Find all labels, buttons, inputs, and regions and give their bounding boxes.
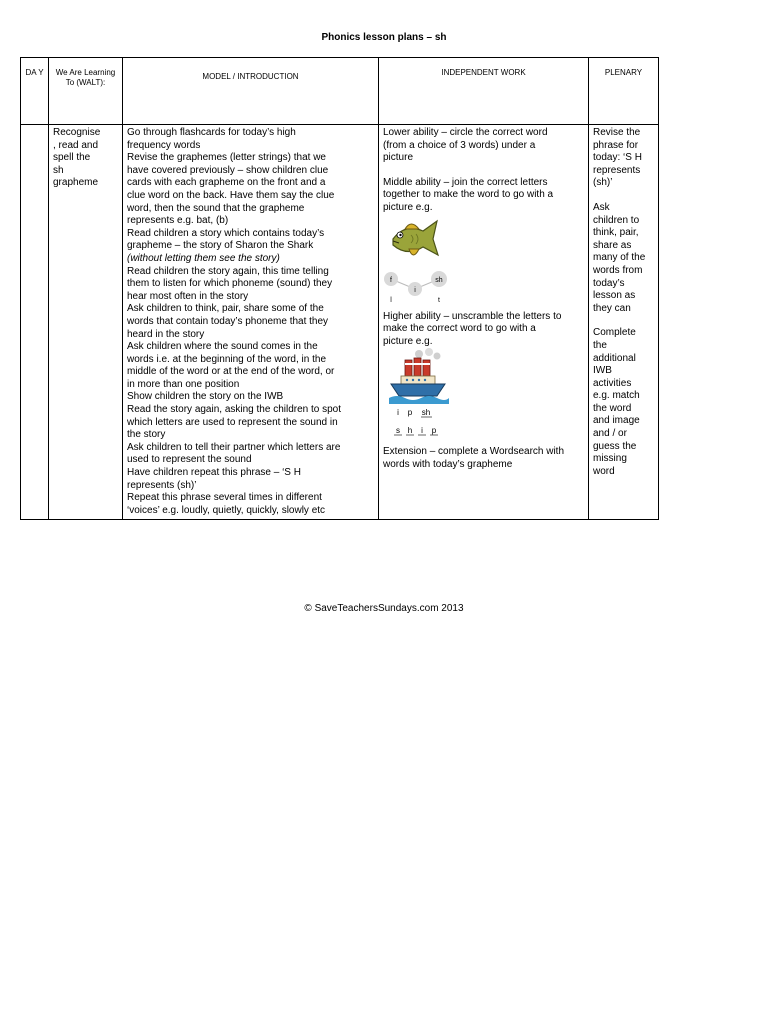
higher-ability-line: Higher ability – unscramble the letters to [383,310,562,322]
model-line: Read the story again, asking the children to spot [127,404,342,416]
walt-line: Recognise [53,127,101,138]
model-line: hear most often in the story [127,290,249,302]
plenary-line: they can [593,302,631,314]
answer-letter: h [407,426,413,436]
model-line: have covered previously – show children clue [127,164,329,176]
lower-ability-line: picture [383,152,414,164]
steamship-icon [389,348,449,406]
letter-label: t [438,296,440,304]
plenary-line: Ask [593,201,610,213]
copyright-footer: © SaveTeachersSundays.com 2013 [304,603,464,614]
header-walt: We Are Learning To (WALT): [49,58,123,125]
plenary-line: and / or [593,428,627,440]
model-line: Revise the graphemes (letter strings) that we [127,152,326,164]
plenary-line: missing [593,453,627,465]
header-model-introduction: MODEL / INTRODUCTION [123,58,379,125]
header-independent-work: INDEPENDENT WORK [379,58,589,125]
plenary-line: e.g. match [593,390,640,402]
model-line: represents (sh)’ [127,479,197,491]
higher-ability-line: picture e.g. [383,335,433,347]
plenary-line: the word [593,402,632,414]
model-line: Go through flashcards for today’s high [127,127,296,138]
extension-line: Extension – complete a Wordsearch with [383,446,565,458]
plenary-line: phrase for [593,139,639,151]
header-day: DA Y [21,58,49,125]
model-line: heard in the story [127,328,205,340]
walt-line: grapheme [53,177,99,189]
model-line: Repeat this phrase several times in different [127,492,322,504]
plenary-cell [589,125,659,520]
model-line-italic: (without letting them see the story) [127,252,280,264]
extension-line: words with today’s grapheme [383,458,513,470]
walt-cell [49,125,123,520]
model-line: cards with each grapheme on the front and a [127,177,326,189]
plenary-line: represents [593,164,641,176]
model-line: Ask children to tell their partner which letters are [127,441,341,453]
spacer [383,438,584,446]
plenary-line: lesson as [593,290,636,302]
plenary-line: the [593,339,607,351]
plenary-line: share as [593,239,632,251]
model-line: frequency words [127,139,201,151]
model-line: Have children repeat this phrase – ‘S H [127,467,301,479]
model-line: which letters are used to represent the sound in [127,416,338,428]
model-line: Ask children where the sound comes in the [127,341,318,353]
plenary-line: additional [593,352,636,364]
letter-label: f [390,276,392,284]
independent-work-cell [379,125,589,520]
letter-label: sh [435,276,443,284]
plenary-line: (sh)’ [593,177,613,189]
plenary-line: many of the [593,252,646,264]
model-line: in more than one position [127,378,240,390]
answer-letters [393,424,463,438]
scrambled-letters [393,406,463,418]
walt-line: sh [53,164,64,176]
letter-label: i [414,286,416,294]
day-cell [21,125,49,520]
model-cell [123,125,379,520]
plenary-line: activities [593,377,632,389]
plenary-line: today: ‘S H [593,152,642,164]
spacer [383,165,584,177]
plenary-line: think, pair, [593,227,639,239]
model-line: Read children a story which contains today’s [127,227,325,239]
higher-ability-line: make the correct word to go with a [383,323,536,335]
plenary-line: Complete [593,327,636,339]
plenary-line: IWB [593,365,612,377]
model-line: Show children the story on the IWB [127,391,284,403]
plenary-line: Revise the [593,127,641,138]
header-plenary: PLENARY [589,58,659,125]
model-line: words i.e. at the beginning of the word, in the [127,353,327,365]
plenary-line: and image [593,415,640,427]
answer-letter: s [396,426,400,436]
letter-join-diagram [383,271,453,305]
model-line: represents e.g. bat, (b) [127,215,229,227]
middle-ability-line: Middle ability – join the correct letters [383,176,548,188]
model-line: them to listen for which phoneme (sound) they [127,278,333,290]
model-line: used to represent the sound [127,454,252,466]
model-line: middle of the word or at the end of the word, or [127,366,335,378]
plenary-line: today’s [593,277,625,289]
scrambled-letter: p [407,408,413,418]
model-line: ‘voices’ e.g. loudly, quietly, quickly, slowly etc [127,504,326,516]
middle-ability-line: together to make the word to go with a [383,189,554,201]
page-title: Phonics lesson plans – sh [321,32,447,43]
spacer [593,190,654,202]
lesson-plan-table [20,57,659,520]
model-line: clue word on the back. Have them say the clue [127,189,335,201]
model-line: words that contain today’s phoneme that they [127,315,329,327]
model-line: Ask children to think, pair, share some of the [127,303,324,315]
model-line: the story [127,429,166,441]
answer-letter: p [431,426,437,436]
plenary-line: words from [593,264,643,276]
walt-line: spell the [53,152,91,164]
answer-letter: i [421,426,423,436]
scrambled-letter: sh [421,408,431,418]
plenary-line: children to [593,214,640,226]
middle-ability-line: picture e.g. [383,201,433,213]
model-line: Read children the story again, this time telling [127,265,329,277]
walt-line: , read and [53,139,99,151]
lower-ability-line: (from a choice of 3 words) under a [383,139,536,151]
plenary-line: word [593,465,615,477]
model-line: grapheme – the story of Sharon the Shark [127,240,314,252]
spacer [593,315,654,327]
table-header-row [21,58,659,125]
lower-ability-line: Lower ability – circle the correct word [383,127,548,138]
plenary-line: guess the [593,440,637,452]
scrambled-letter: i [397,408,399,418]
fish-icon [383,217,441,265]
letter-label: l [390,296,392,304]
model-line: word, then the sound that the grapheme [127,202,305,214]
table-row [21,125,659,520]
